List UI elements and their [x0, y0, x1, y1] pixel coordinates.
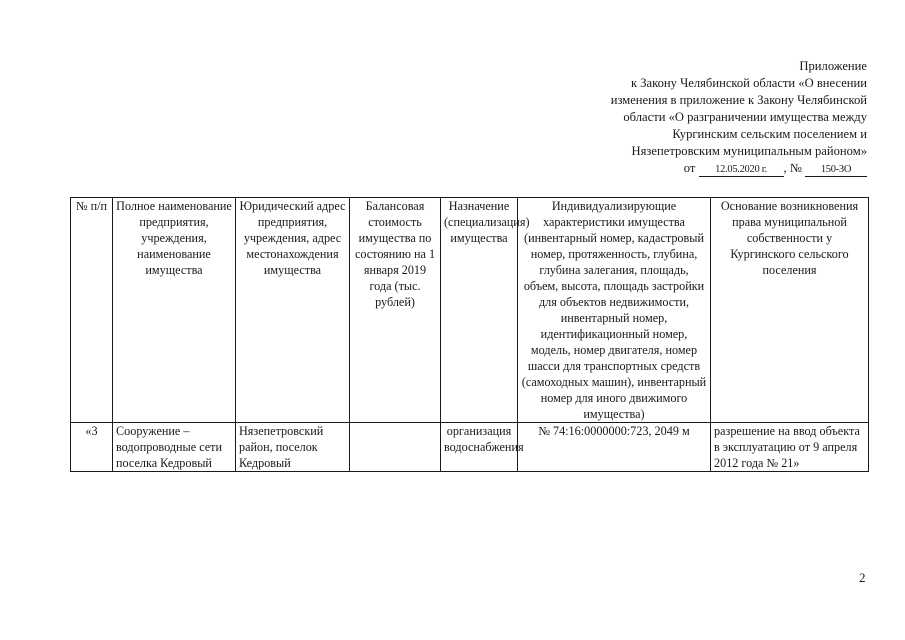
row-purpose: организация водоснабжения: [441, 423, 518, 472]
property-table: [70, 197, 869, 472]
law-date-number: от 12.05.2020 г. , № 150-ЗО: [527, 160, 867, 177]
table-header-row: [71, 198, 869, 423]
header-line: Приложение: [799, 59, 867, 73]
header-line: области «О разграничении имущества между: [623, 110, 867, 124]
date-prefix: от: [683, 161, 696, 175]
table-row: [71, 423, 869, 472]
col-address-header: Юридический адрес предприятия, учреждения, адрес местонахождения имущества: [236, 198, 350, 423]
row-characteristics: № 74:16:0000000:723, 2049 м: [518, 423, 711, 472]
row-basis: разрешение на ввод объекта в эксплуатацию от 9 апреля 2012 года № 21»: [711, 423, 869, 472]
header-line: к Закону Челябинской области «О внесении: [630, 76, 867, 90]
col-number-header: № п/п: [71, 198, 113, 423]
header-line: Нязепетровским муниципальным районом»: [631, 144, 867, 158]
row-value: [350, 423, 441, 472]
row-number: «3: [71, 423, 113, 472]
row-name: Сооружение – водопроводные сети поселка Кедровый: [113, 423, 236, 472]
appendix-header: [527, 58, 867, 177]
col-name-header: Полное наименование предприятия, учреждения, наименование имущества: [113, 198, 236, 423]
col-value-header: Балансовая стоимость имущества по состоянию на 1 января 2019 года (тыс. рублей): [350, 198, 441, 423]
col-characteristics-header: Индивидуализирующие характеристики имущества (инвентарный номер, кадастровый номер, протяженность, глубина, глубина залегания, площадь, объем, высота, площадь застройки для объектов недвижимости, инвентарный номер, идентификационный номер, модель, номер двигателя, номер шасси для транспортных средств (самоходных машин), инвентарный номер для иного движимого имущества): [518, 198, 711, 423]
col-purpose-header: Назначение (специализация) имущества: [441, 198, 518, 423]
page-number: 2: [859, 570, 866, 585]
col-basis-header: Основание возникновения права муниципальной собственности у Кургинского сельского поселения: [711, 198, 869, 423]
header-line: изменения в приложение к Закону Челябинской: [610, 93, 867, 107]
header-line: Кургинским сельским поселением и: [672, 127, 867, 141]
law-date: 12.05.2020 г.: [699, 164, 784, 177]
row-address: Нязепетровский район, поселок Кедровый: [236, 423, 350, 472]
law-number: 150-ЗО: [805, 164, 867, 177]
number-label: №: [789, 161, 802, 175]
